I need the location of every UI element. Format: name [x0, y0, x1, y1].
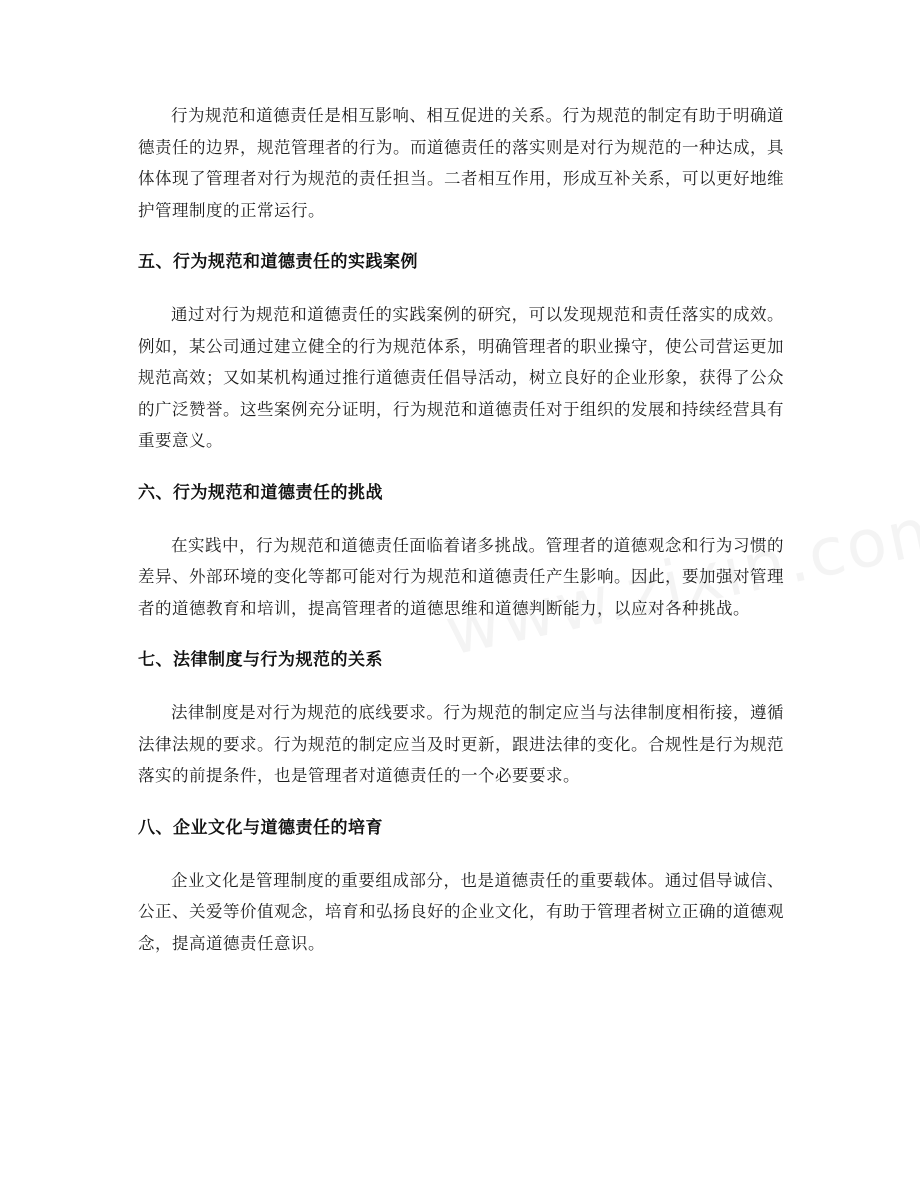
paragraph-legal-system: 法律制度是对行为规范的底线要求。行为规范的制定应当与法律制度相衔接，遵循法律法规的要求。行为规范的制定应当及时更新，跟进法律的变化。合规性是行为规范落实的前提条件，也是管理者对道德责任的一个必要要求。	[138, 703, 784, 785]
paragraph-challenges: 在实践中，行为规范和道德责任面临着诸多挑战。管理者的道德观念和行为习惯的差异、外部环境的变化等都可能对行为规范和道德责任产生影响。因此，要加强对管理者的道德教育和培训，提高管理者的道德思维和道德判断能力，以应对各种挑战。	[138, 535, 784, 618]
document-page	[138, 100, 784, 959]
section-heading-8: 八、企业文化与道德责任的培育	[138, 817, 383, 838]
paragraph-relationship: 行为规范和道德责任是相互影响、相互促进的关系。行为规范的制定有助于明确道德责任的边界，规范管理者的行为。而道德责任的落实则是对行为规范的一种达成，具体体现了管理者对行为规范的责任担当。二者相互作用，形成互补关系，可以更好地维护管理制度的正常运行。	[138, 106, 784, 220]
paragraph-corporate-culture: 企业文化是管理制度的重要组成部分，也是道德责任的重要载体。通过倡导诚信、公正、关爱等价值观念，培育和弘扬良好的企业文化，有助于管理者树立正确的道德观念，提高道德责任意识。	[138, 870, 784, 953]
section-heading-7: 七、法律制度与行为规范的关系	[138, 650, 383, 670]
paragraph-practice-cases: 通过对行为规范和道德责任的实践案例的研究，可以发现规范和责任落实的成效。例如，某公司通过建立健全的行为规范体系，明确管理者的职业操守，使公司营运更加规范高效；又如某机构通过推行道德责任倡导活动，树立良好的企业形象，获得了公众的广泛赞誉。这些案例充分证明，行为规范和道德责任对于组织的发展和持续经营具有重要意义。	[138, 305, 784, 450]
section-heading-5: 五、行为规范和道德责任的实践案例	[138, 252, 418, 272]
section-heading-6: 六、行为规范和道德责任的挑战	[138, 482, 383, 503]
